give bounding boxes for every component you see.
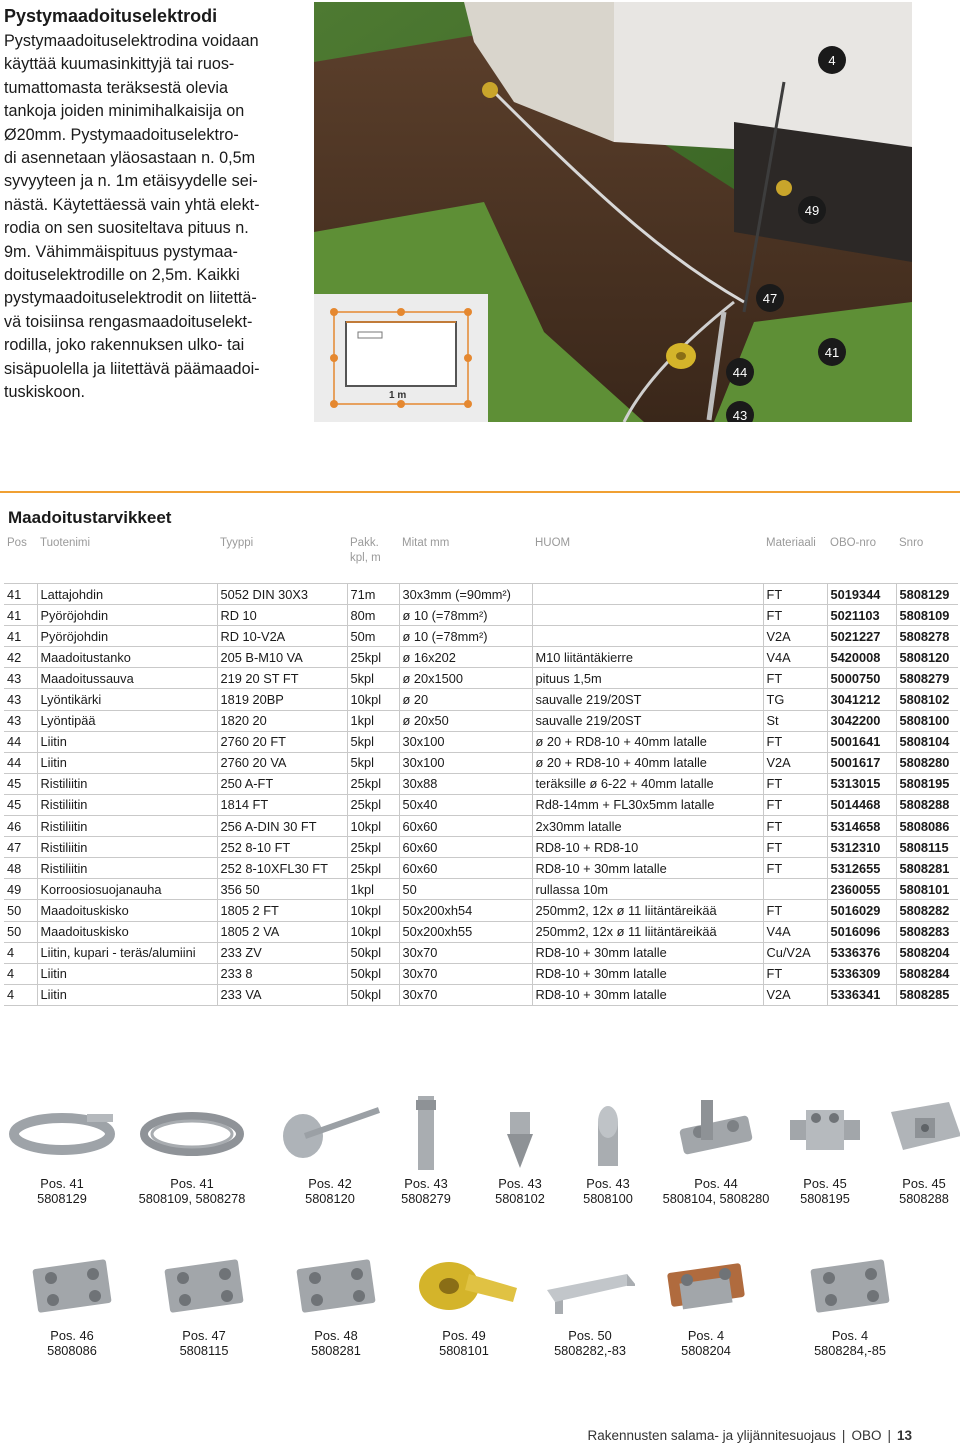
product-snro-label: 5808288 [899, 1191, 949, 1206]
table-row [4, 921, 958, 942]
cell-dimensions: ø 10 (=78mm²) [399, 605, 532, 626]
footer-separator: | [841, 1428, 846, 1443]
cell-obo-number: 5019344 [827, 584, 896, 605]
bracket-connector-icon [849, 1092, 960, 1172]
cell-material: FT [763, 963, 827, 984]
col-header-snro: Snro [899, 537, 924, 549]
table-row [4, 794, 958, 815]
intro-paragraph [4, 30, 304, 405]
cell-obo-number: 3042200 [827, 710, 896, 731]
cell-type: 1805 2 FT [217, 900, 347, 921]
cell-package: 1kpl [347, 710, 399, 731]
cell-pos: 46 [4, 816, 37, 837]
cell-product-name: Korroosiosuojanauha [37, 879, 217, 900]
cell-package: 10kpl [347, 900, 399, 921]
cell-pos: 4 [4, 963, 37, 984]
cell-pos: 43 [4, 689, 37, 710]
cell-product-name: Pyöröjohdin [37, 605, 217, 626]
svg-text:43: 43 [732, 408, 748, 422]
svg-text:49: 49 [804, 203, 820, 218]
cell-obo-number: 5420008 [827, 647, 896, 668]
cell-package: 50kpl [347, 963, 399, 984]
table-row [4, 647, 958, 668]
cell-dimensions: 50 [399, 879, 532, 900]
product-pos-label: Pos. 43 [498, 1176, 542, 1191]
callout-44 [726, 358, 754, 386]
product-snro-label: 5808102 [495, 1191, 545, 1206]
cell-product-name: Maadoitustanko [37, 647, 217, 668]
cell-dimensions: ø 20 [399, 689, 532, 710]
cell-snro: 5808120 [896, 647, 958, 668]
cell-pos: 43 [4, 668, 37, 689]
cell-product-name: Liitin [37, 752, 217, 773]
cell-snro: 5808100 [896, 710, 958, 731]
col-header-material: Materiaali [766, 537, 816, 549]
cell-product-name: Pyöröjohdin [37, 626, 217, 647]
cell-type: 5052 DIN 30X3 [217, 584, 347, 605]
cell-snro: 5808204 [896, 942, 958, 963]
cell-obo-number: 5312655 [827, 858, 896, 879]
cell-pos: 50 [4, 900, 37, 921]
product-pos-label: Pos. 43 [404, 1176, 448, 1191]
cell-snro: 5808282 [896, 900, 958, 921]
cell-note [532, 584, 763, 605]
table-row [4, 626, 958, 647]
product-snro-label: 5808115 [179, 1343, 229, 1358]
cell-package: 5kpl [347, 752, 399, 773]
cell-pos: 43 [4, 710, 37, 731]
table-row [4, 752, 958, 773]
product-pos-label: Pos. 45 [803, 1176, 847, 1191]
cell-type: 1805 2 VA [217, 921, 347, 942]
cell-package: 25kpl [347, 773, 399, 794]
cell-snro: 5808086 [896, 816, 958, 837]
intro-line: tumattomasta teräksestä olevia [4, 78, 229, 97]
table-section-title: Maadoitustarvikkeet [8, 508, 172, 527]
product-pos-label: Pos. 43 [586, 1176, 630, 1191]
cell-type: 205 B-M10 VA [217, 647, 347, 668]
cell-package: 25kpl [347, 794, 399, 815]
cell-type: 2760 20 FT [217, 731, 347, 752]
cell-material: V2A [763, 626, 827, 647]
product-pos-label: Pos. 41 [170, 1176, 214, 1191]
cell-product-name: Maadoitussauva [37, 668, 217, 689]
product-snro-label: 5808086 [47, 1343, 97, 1358]
intro-line: Ø20mm. Pystymaadoituselektro- [4, 125, 239, 144]
product-item [0, 1244, 147, 1358]
product-snro-label: 5808129 [37, 1191, 87, 1206]
intro-line: tankoja joiden minimihalkaisija on [4, 102, 245, 121]
cell-pos: 44 [4, 731, 37, 752]
cell-snro: 5808195 [896, 773, 958, 794]
parts-table [4, 534, 958, 1006]
product-pos-label: Pos. 4 [831, 1328, 869, 1343]
cell-material: V4A [763, 921, 827, 942]
intro-line: doituselektrodille on 2,5m. Kaikki [4, 266, 240, 285]
cell-snro: 5808278 [896, 626, 958, 647]
product-pos-label: Pos. 48 [314, 1328, 358, 1343]
cell-obo-number: 5021227 [827, 626, 896, 647]
svg-text:41: 41 [824, 345, 840, 360]
product-pos-label: Pos. 50 [568, 1328, 612, 1343]
copper-steel-connector-icon [631, 1244, 781, 1324]
cell-package: 5kpl [347, 668, 399, 689]
cell-dimensions: ø 20x1500 [399, 668, 532, 689]
cell-material: V2A [763, 984, 827, 1005]
col-header-pos: Pos [7, 537, 27, 549]
col-header-obo-number: OBO-nro [830, 537, 877, 549]
page-footer [588, 1428, 912, 1443]
product-pos-label: Pos. 41 [40, 1176, 84, 1191]
cell-material: FT [763, 584, 827, 605]
cell-material [763, 879, 827, 900]
cell-dimensions: 50x200xh54 [399, 900, 532, 921]
product-snro-label: 5808101 [439, 1343, 489, 1358]
cell-material: V4A [763, 647, 827, 668]
cell-package: 10kpl [347, 816, 399, 837]
cell-material: FT [763, 668, 827, 689]
inset-dimension-label: 1 m [389, 390, 407, 401]
section-heading: Pystymaadoituselektrodi [4, 6, 218, 26]
cell-pos: 50 [4, 921, 37, 942]
cell-note: RD8-10 + 30mm latalle [532, 984, 763, 1005]
cell-obo-number: 5336309 [827, 963, 896, 984]
cell-material: V2A [763, 752, 827, 773]
product-pos-label: Pos. 44 [694, 1176, 738, 1191]
table-row [4, 710, 958, 731]
cell-dimensions: 30x70 [399, 984, 532, 1005]
col-header-dimensions: Mitat mm [402, 537, 450, 549]
cell-package: 10kpl [347, 689, 399, 710]
cell-note: RD8-10 + 30mm latalle [532, 963, 763, 984]
cross-plate-connector-icon [775, 1244, 925, 1324]
cell-note [532, 605, 763, 626]
installation-illustration [314, 2, 912, 422]
cell-note: ø 20 + RD8-10 + 40mm latalle [532, 731, 763, 752]
cell-package: 1kpl [347, 879, 399, 900]
cell-material: Cu/V2A [763, 942, 827, 963]
product-snro-label: 5808195 [800, 1191, 850, 1206]
cell-material: FT [763, 731, 827, 752]
cell-product-name: Ristiliitin [37, 858, 217, 879]
product-pos-label: Pos. 47 [182, 1328, 226, 1343]
table-row [4, 584, 958, 605]
cell-snro: 5808115 [896, 837, 958, 858]
table-row [4, 963, 958, 984]
cell-pos: 47 [4, 837, 37, 858]
table-header-row [4, 534, 958, 580]
page-number: 13 [896, 1428, 912, 1443]
cell-material: FT [763, 794, 827, 815]
cell-snro: 5808102 [896, 689, 958, 710]
cell-product-name: Lattajohdin [37, 584, 217, 605]
intro-line: pystymaadoituselektrodit on liitettä- [4, 289, 257, 308]
col-header-product-name: Tuotenimi [40, 537, 91, 549]
cell-note: M10 liitäntäkierre [532, 647, 763, 668]
cell-type: 250 A-FT [217, 773, 347, 794]
cell-pos: 41 [4, 626, 37, 647]
cell-snro: 5808288 [896, 794, 958, 815]
cell-obo-number: 3041212 [827, 689, 896, 710]
cell-type: 233 VA [217, 984, 347, 1005]
intro-line: rodia on sen suositeltava pituus n. [4, 219, 249, 238]
cell-dimensions: 50x40 [399, 794, 532, 815]
cell-material: FT [763, 816, 827, 837]
product-snro-label: 5808104, 5808280 [662, 1191, 770, 1206]
cell-obo-number: 5000750 [827, 668, 896, 689]
cell-product-name: Maadoituskisko [37, 921, 217, 942]
cell-note: pituus 1,5m [532, 668, 763, 689]
table-row [4, 858, 958, 879]
cell-product-name: Lyöntipää [37, 710, 217, 731]
cell-snro: 5808284 [896, 963, 958, 984]
cell-obo-number: 5016096 [827, 921, 896, 942]
cell-dimensions: 30x70 [399, 942, 532, 963]
cell-package: 50kpl [347, 984, 399, 1005]
intro-line: 9m. Vähimmäispituus pystymaa- [4, 242, 238, 261]
cell-pos: 45 [4, 794, 37, 815]
callout-49 [798, 196, 826, 224]
cell-obo-number: 5001641 [827, 731, 896, 752]
cell-note: 250mm2, 12x ø 11 liitäntäreikää [532, 900, 763, 921]
cell-note: RD8-10 + 30mm latalle [532, 858, 763, 879]
callout-4 [818, 46, 846, 74]
cell-obo-number: 5014468 [827, 794, 896, 815]
cell-package: 50kpl [347, 942, 399, 963]
table-row [4, 816, 958, 837]
cell-type: 356 50 [217, 879, 347, 900]
cell-material: TG [763, 689, 827, 710]
cell-package: 25kpl [347, 647, 399, 668]
table-row [4, 900, 958, 921]
table-row [4, 837, 958, 858]
product-snro-label: 5808279 [401, 1191, 451, 1206]
table-row [4, 879, 958, 900]
cell-type: 233 ZV [217, 942, 347, 963]
cell-note: ø 20 + RD8-10 + 40mm latalle [532, 752, 763, 773]
cross-plate-connector-icon [129, 1244, 279, 1324]
cell-dimensions: 60x60 [399, 858, 532, 879]
intro-line: rodilla, joko rakennuksen ulko- tai [4, 336, 245, 355]
product-snro-label: 5808120 [305, 1191, 355, 1206]
cell-dimensions: 50x200xh55 [399, 921, 532, 942]
cell-package: 71m [347, 584, 399, 605]
cell-note: 2x30mm latalle [532, 816, 763, 837]
cell-pos: 45 [4, 773, 37, 794]
product-item [849, 1092, 960, 1206]
cell-product-name: Ristiliitin [37, 837, 217, 858]
product-pos-label: Pos. 46 [50, 1328, 94, 1343]
cell-snro: 5808280 [896, 752, 958, 773]
cell-pos: 48 [4, 858, 37, 879]
cell-note: RD8-10 + 30mm latalle [532, 942, 763, 963]
product-snro-label: 5808284,-85 [814, 1343, 886, 1358]
section-divider [0, 491, 960, 493]
cell-type: RD 10 [217, 605, 347, 626]
intro-line: di asennetaan yläosastaan n. 0,5m [4, 149, 256, 168]
svg-text:4: 4 [828, 53, 836, 68]
cell-package: 25kpl [347, 858, 399, 879]
col-header-type: Tyyppi [220, 537, 254, 549]
cell-package: 25kpl [347, 837, 399, 858]
intro-line: nästä. Käytettäessä vain yhtä elekt- [4, 195, 260, 214]
intro-line: vä toisiinsa rengasmaadoituselekt- [4, 312, 253, 331]
cell-product-name: Ristiliitin [37, 773, 217, 794]
cell-obo-number: 5001617 [827, 752, 896, 773]
cell-type: 233 8 [217, 963, 347, 984]
cell-product-name: Liitin, kupari - teräs/alumiini [37, 942, 217, 963]
cell-dimensions: 30x70 [399, 963, 532, 984]
cell-dimensions: ø 16x202 [399, 647, 532, 668]
cell-pos: 4 [4, 984, 37, 1005]
cell-note: rullassa 10m [532, 879, 763, 900]
table-row [4, 689, 958, 710]
footer-brand: OBO [851, 1428, 882, 1443]
callout-41 [818, 338, 846, 366]
svg-text:44: 44 [732, 365, 748, 380]
cell-obo-number: 5336376 [827, 942, 896, 963]
cell-dimensions: ø 20x50 [399, 710, 532, 731]
cell-snro: 5808285 [896, 984, 958, 1005]
intro-line: sisäpuolella ja liitettävä päämaadoi- [4, 359, 260, 378]
intro-line: käyttää kuumasinkittyjä tai ruos- [4, 55, 235, 74]
cell-note [532, 626, 763, 647]
cell-type: 1820 20 [217, 710, 347, 731]
table-row [4, 942, 958, 963]
table-row [4, 731, 958, 752]
cell-type: 219 20 ST FT [217, 668, 347, 689]
cell-material: FT [763, 900, 827, 921]
cell-note: Rd8-14mm + FL30x5mm latalle [532, 794, 763, 815]
cell-note: RD8-10 + RD8-10 [532, 837, 763, 858]
intro-line: syvyyteen ja n. 1m etäisyydelle sei- [4, 172, 258, 191]
table-row [4, 668, 958, 689]
product-snro-label: 5808100 [583, 1191, 633, 1206]
col-header-package: Pakk. kpl, m [350, 537, 381, 564]
product-pos-label: Pos. 45 [902, 1176, 946, 1191]
cell-dimensions: 60x60 [399, 816, 532, 837]
cell-snro: 5808281 [896, 858, 958, 879]
cell-material: FT [763, 858, 827, 879]
cell-pos: 42 [4, 647, 37, 668]
cell-snro: 5808104 [896, 731, 958, 752]
cell-package: 80m [347, 605, 399, 626]
product-item [631, 1244, 781, 1358]
cell-type: RD 10-V2A [217, 626, 347, 647]
product-item [129, 1244, 279, 1358]
intro-line: tuskiskoon. [4, 383, 85, 402]
cell-type: 256 A-DIN 30 FT [217, 816, 347, 837]
cell-dimensions: 30x100 [399, 731, 532, 752]
cell-material: FT [763, 773, 827, 794]
cell-obo-number: 2360055 [827, 879, 896, 900]
cell-dimensions: 30x3mm (=90mm²) [399, 584, 532, 605]
cell-type: 1819 20BP [217, 689, 347, 710]
cell-dimensions: 30x100 [399, 752, 532, 773]
cell-package: 10kpl [347, 921, 399, 942]
cell-snro: 5808109 [896, 605, 958, 626]
cell-note: sauvalle 219/20ST [532, 689, 763, 710]
cell-package: 50m [347, 626, 399, 647]
product-pos-label: Pos. 49 [442, 1328, 486, 1343]
cell-snro: 5808101 [896, 879, 958, 900]
callout-47 [756, 284, 784, 312]
table-row [4, 605, 958, 626]
intro-line: Pystymaadoituselektrodina voidaan [4, 32, 259, 50]
cell-product-name: Ristiliitin [37, 816, 217, 837]
cell-package: 5kpl [347, 731, 399, 752]
cell-pos: 41 [4, 584, 37, 605]
cell-pos: 4 [4, 942, 37, 963]
cell-dimensions: 30x88 [399, 773, 532, 794]
cell-obo-number: 5314658 [827, 816, 896, 837]
cell-obo-number: 5312310 [827, 837, 896, 858]
cross-plate-connector-icon [0, 1244, 147, 1324]
cell-pos: 41 [4, 605, 37, 626]
product-snro-label: 5808281 [311, 1343, 361, 1358]
cell-pos: 49 [4, 879, 37, 900]
footer-separator-2: | [887, 1428, 891, 1443]
cell-snro: 5808279 [896, 668, 958, 689]
table-row [4, 773, 958, 794]
cell-pos: 44 [4, 752, 37, 773]
cell-note: teräksille ø 6-22 + 40mm latalle [532, 773, 763, 794]
cell-note: sauvalle 219/20ST [532, 710, 763, 731]
cell-snro: 5808129 [896, 584, 958, 605]
table-row [4, 984, 958, 1005]
cell-obo-number: 5336341 [827, 984, 896, 1005]
product-pos-label: Pos. 42 [308, 1176, 352, 1191]
cell-material: St [763, 710, 827, 731]
cell-product-name: Maadoituskisko [37, 900, 217, 921]
product-snro-label: 5808282,-83 [554, 1343, 626, 1358]
cell-obo-number: 5313015 [827, 773, 896, 794]
col-header-note: HUOM [535, 537, 571, 549]
cell-obo-number: 5016029 [827, 900, 896, 921]
cell-product-name: Liitin [37, 984, 217, 1005]
cell-type: 252 8-10 FT [217, 837, 347, 858]
cell-dimensions: 60x60 [399, 837, 532, 858]
product-item [117, 1092, 267, 1206]
cell-material: FT [763, 605, 827, 626]
cell-product-name: Liitin [37, 731, 217, 752]
svg-text:47: 47 [762, 291, 778, 306]
round-wire-coil-icon [117, 1092, 267, 1172]
cell-type: 1814 FT [217, 794, 347, 815]
cell-product-name: Liitin [37, 963, 217, 984]
footer-text: Rakennusten salama- ja ylijännitesuojaus [587, 1428, 836, 1443]
cell-note: 250mm2, 12x ø 11 liitäntäreikää [532, 921, 763, 942]
cell-material: FT [763, 837, 827, 858]
cell-snro: 5808283 [896, 921, 958, 942]
product-snro-label: 5808204 [681, 1343, 731, 1358]
product-pos-label: Pos. 4 [687, 1328, 725, 1343]
cell-obo-number: 5021103 [827, 605, 896, 626]
product-item [775, 1244, 925, 1358]
cell-product-name: Lyöntikärki [37, 689, 217, 710]
cell-type: 2760 20 VA [217, 752, 347, 773]
cell-dimensions: ø 10 (=78mm²) [399, 626, 532, 647]
cell-type: 252 8-10XFL30 FT [217, 858, 347, 879]
product-snro-label: 5808109, 5808278 [138, 1191, 246, 1206]
cell-product-name: Ristiliitin [37, 794, 217, 815]
